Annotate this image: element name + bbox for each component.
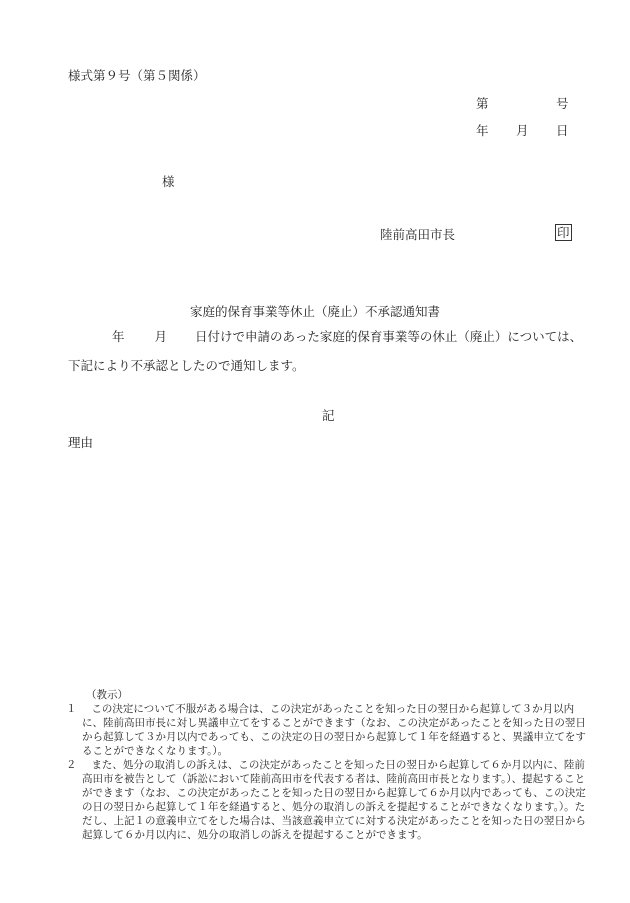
- addressee-suffix: 様: [162, 174, 175, 189]
- note-item-1: [66, 702, 588, 758]
- date-day: 日: [556, 123, 569, 138]
- body-year: 年: [112, 329, 125, 344]
- note-item-2: [66, 758, 588, 842]
- note-number: １: [66, 703, 77, 715]
- date-year: 年: [476, 123, 489, 138]
- notes-heading: （教示）: [86, 689, 128, 701]
- body-text: 日付けで申請のあった家庭的保育事業等の休止（廃止）については、下記により不承認としたので通知します。: [68, 329, 583, 373]
- note-number: ２: [66, 759, 77, 771]
- instruction-notes: [66, 688, 588, 842]
- note-text: この決定について不服がある場合は、この決定があったことを知った日の翌日から起算して３か月以内に、陸前高田市長に対し異議申立てをすることができます（なお、この決定があったことを知った日の翌日から起算して３か月以内であっても、この決定の日の翌日から起算して１年を経過すると、異議申立てをすることができなくなります。）。: [82, 703, 586, 757]
- document-title: 家庭的保育事業等休止（廃止）不承認通知書: [189, 304, 440, 319]
- date-month: 月: [516, 123, 529, 138]
- reason-label: 理由: [68, 435, 94, 450]
- body-month: 月: [154, 329, 168, 344]
- ki-label: 記: [322, 408, 335, 423]
- note-text: また、処分の取消しの訴えは、この決定があったことを知った日の翌日から起算して６か月以内に、陸前高田市を被告として（訴訟において陸前高田市を代表する者は、陸前高田市長となります。）、提起することができます（なお、この決定があったことを知った日の翌日から起算して６か月以内であっても、この決定の日の翌日から起算して１年を経過すると、処分の取消しの訴えを提起することができなくなります。）。ただし、上記１の意義申立てをした場合は、当該意義申立てに対する決定があったことを知った日の翌日から起算して６か月以内に、処分の取消しの訴えを提起することができます。: [82, 759, 586, 841]
- seal-mark: 印: [557, 225, 570, 240]
- doc-number-label: 第: [476, 96, 489, 111]
- issuer-name: 陸前高田市長: [380, 227, 456, 242]
- doc-number-suffix: 号: [556, 96, 569, 111]
- notice-body: [68, 322, 588, 380]
- form-number: 様式第９号（第５関係）: [68, 68, 206, 83]
